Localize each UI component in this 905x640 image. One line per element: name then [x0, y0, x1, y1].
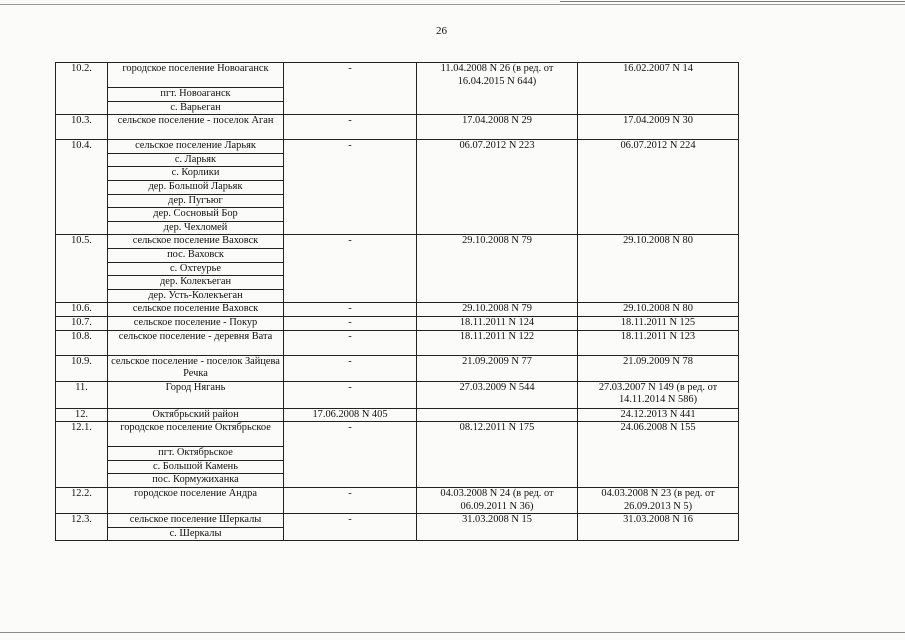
- col4-value: 04.03.2008 N 24 (в ред. от 06.09.2011 N 36): [417, 488, 578, 514]
- row-number: 10.4.: [56, 140, 108, 235]
- col5-value: 29.10.2008 N 80: [578, 303, 739, 317]
- col3-value: -: [284, 235, 417, 303]
- table-row: [56, 235, 739, 249]
- settlement-name: городское поселение Октябрьское: [108, 422, 284, 447]
- settlement-name: Октябрьский район: [108, 408, 284, 422]
- row-number: 12.3.: [56, 514, 108, 541]
- col5-value: 06.07.2012 N 224: [578, 140, 739, 235]
- col3-value: -: [284, 316, 417, 330]
- col3-value: -: [284, 303, 417, 317]
- row-number: 10.6.: [56, 303, 108, 317]
- col5-value: 16.02.2007 N 14: [578, 63, 739, 115]
- settlement-name: городское поселение Андра: [108, 488, 284, 514]
- col3-value: -: [284, 330, 417, 355]
- settlement-name: сельское поселение Ваховск: [108, 303, 284, 317]
- col3-value: -: [284, 355, 417, 381]
- locality-name: пос. Ваховск: [108, 248, 284, 262]
- settlement-name: Город Нягань: [108, 381, 284, 408]
- table-row: [56, 303, 739, 317]
- registry-table: [55, 62, 739, 541]
- settlement-name: городское поселение Новоаганск: [108, 63, 284, 88]
- col4-value: 27.03.2009 N 544: [417, 381, 578, 408]
- table-row: [56, 408, 739, 422]
- col4-value: 18.11.2011 N 122: [417, 330, 578, 355]
- col3-value: -: [284, 488, 417, 514]
- col3-value: -: [284, 422, 417, 488]
- table-row: [56, 381, 739, 408]
- table-row: [56, 514, 739, 528]
- settlement-name: сельское поселение Ларьяк: [108, 140, 284, 154]
- col3-value: -: [284, 514, 417, 541]
- col5-value: 24.06.2008 N 155: [578, 422, 739, 488]
- scan-edge-top-mark: [560, 1, 905, 2]
- settlement-name: сельское поселение - поселок Аган: [108, 115, 284, 140]
- locality-name: с. Варьеган: [108, 101, 284, 115]
- col5-value: 31.03.2008 N 16: [578, 514, 739, 541]
- col3-value: -: [284, 63, 417, 115]
- row-number: 10.9.: [56, 355, 108, 381]
- table-row: [56, 330, 739, 355]
- col4-value: 31.03.2008 N 15: [417, 514, 578, 541]
- col5-value: 21.09.2009 N 78: [578, 355, 739, 381]
- row-number: 10.5.: [56, 235, 108, 303]
- locality-name: пос. Кормужиханка: [108, 474, 284, 488]
- col3-value: 17.06.2008 N 405: [284, 408, 417, 422]
- table-row: [56, 316, 739, 330]
- locality-name: пгт. Новоаганск: [108, 88, 284, 102]
- col4-value: 06.07.2012 N 223: [417, 140, 578, 235]
- col3-value: -: [284, 140, 417, 235]
- row-number: 11.: [56, 381, 108, 408]
- col4-value: 17.04.2008 N 29: [417, 115, 578, 140]
- table-row: [56, 63, 739, 88]
- col3-value: -: [284, 115, 417, 140]
- locality-name: с. Большой Камень: [108, 460, 284, 474]
- settlement-name: сельское поселение Ваховск: [108, 235, 284, 249]
- col4-value: 21.09.2009 N 77: [417, 355, 578, 381]
- settlement-name: сельское поселение Шеркалы: [108, 514, 284, 528]
- locality-name: пгт. Октябрьское: [108, 447, 284, 461]
- col5-value: 29.10.2008 N 80: [578, 235, 739, 303]
- col5-value: 18.11.2011 N 123: [578, 330, 739, 355]
- scan-edge-top: [0, 4, 905, 5]
- row-number: 10.2.: [56, 63, 108, 115]
- col5-value: 17.04.2009 N 30: [578, 115, 739, 140]
- table-row: [56, 422, 739, 447]
- row-number: 10.7.: [56, 316, 108, 330]
- row-number: 10.3.: [56, 115, 108, 140]
- col5-value: 04.03.2008 N 23 (в ред. от 26.09.2013 N 5): [578, 488, 739, 514]
- locality-name: дер. Чехломей: [108, 221, 284, 235]
- locality-name: дер. Пугъюг: [108, 194, 284, 208]
- row-number: 12.: [56, 408, 108, 422]
- table-row: [56, 355, 739, 381]
- row-number: 12.2.: [56, 488, 108, 514]
- page-number: 26: [436, 25, 447, 37]
- registry-table-body: [56, 63, 739, 541]
- locality-name: дер. Колекъеган: [108, 276, 284, 290]
- col5-value: 27.03.2007 N 149 (в ред. от 14.11.2014 N 586): [578, 381, 739, 408]
- locality-name: с. Охтеурье: [108, 262, 284, 276]
- settlement-name: сельское поселение - Покур: [108, 316, 284, 330]
- locality-name: с. Корлики: [108, 167, 284, 181]
- table-row: [56, 115, 739, 140]
- locality-name: с. Ларьяк: [108, 153, 284, 167]
- col3-value: -: [284, 381, 417, 408]
- locality-name: дер. Усть-Колекъеган: [108, 289, 284, 303]
- col5-value: 24.12.2013 N 441: [578, 408, 739, 422]
- row-number: 10.8.: [56, 330, 108, 355]
- col4-value: 08.12.2011 N 175: [417, 422, 578, 488]
- col4-value: 29.10.2008 N 79: [417, 235, 578, 303]
- col4-value: 18.11.2011 N 124: [417, 316, 578, 330]
- scan-edge-bottom: [0, 632, 905, 633]
- settlement-name: сельское поселение - поселок Зайцева Речка: [108, 355, 284, 381]
- row-number: 12.1.: [56, 422, 108, 488]
- table-row: [56, 140, 739, 154]
- locality-name: с. Шеркалы: [108, 527, 284, 541]
- col5-value: 18.11.2011 N 125: [578, 316, 739, 330]
- col4-value: 29.10.2008 N 79: [417, 303, 578, 317]
- locality-name: дер. Сосновый Бор: [108, 208, 284, 222]
- locality-name: дер. Большой Ларьяк: [108, 180, 284, 194]
- col4-value: [417, 408, 578, 422]
- col4-value: 11.04.2008 N 26 (в ред. от 16.04.2015 N 644): [417, 63, 578, 115]
- table-row: [56, 488, 739, 514]
- settlement-name: сельское поселение - деревня Вата: [108, 330, 284, 355]
